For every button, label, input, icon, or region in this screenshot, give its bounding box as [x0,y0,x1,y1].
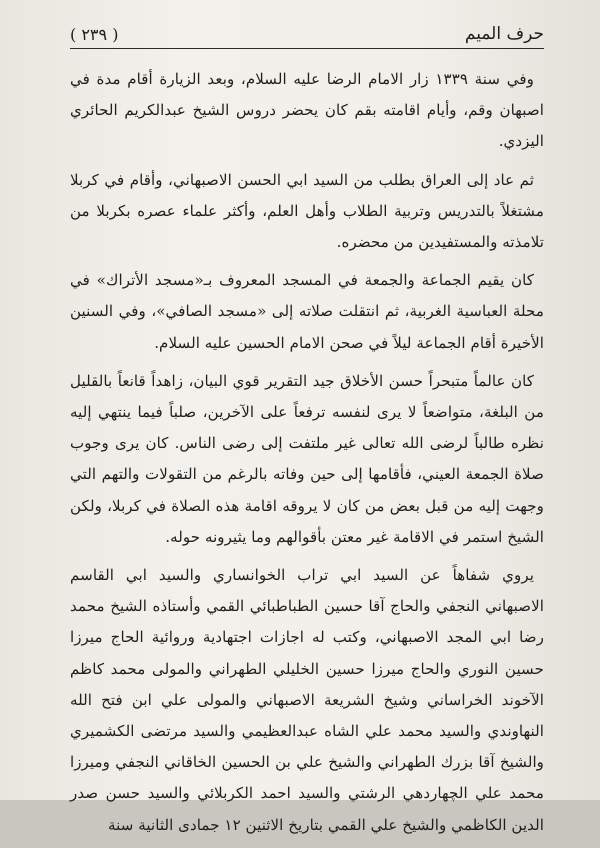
paragraph: وفي سنة ١٣٣٩ زار الامام الرضا عليه السلام، وبعد الزيارة أقام مدة في اصبهان وقم، وأيام اقامته بقم كان يحضر دروس الشيخ عبدالكريم الحائري اليزدي. [70,70,544,151]
paragraph: كان يقيم الجماعة والجمعة في المسجد المعروف بـ«مسجد الأتراك» في محلة العباسية الغربية، ثم انتقلت صلاته إلى «مسجد الصافي»، وفي السنين الأخيرة أقام الجماعة ليلاً في صحن الامام الحسين عليه السلام. [70,271,544,352]
page-body [70,64,544,848]
paragraph: يروي شفاهاً عن السيد ابي تراب الخوانساري والسيد ابي القاسم الاصبهاني النجفي والحاج آقا حسين الطباطبائي القمي وأستاذه الشيخ محمد رضا ابي المجد الاصبهاني، وكتب له اجازات اجتهادية وروائية الحاج ميرزا حسين النوري والحاج ميرزا حسين الخليلي الطهراني والمولى محمد كاظم الآخوند الخراساني وشيخ الشريعة الاصبهاني والمولى علي ابن فتح الله النهاوندي والسيد محمد علي الشاه عبدالعظيمي والسيد مرتضى الكشميري والشيخ آقا بزرك الطهراني والشيخ علي بن الحسين الخاقاني النجفي وميرزا محمد علي الچهاردهي الرشتي والسيد احمد الكربلائي والسيد حسن صدر الدين الكاظمي والشيخ علي القمي بتاريخ الاثنين ١٢ جمادى الثانية سنة [70,566,544,834]
running-head: حرف الميم [464,24,544,44]
paragraph: كان عالماً متبحراً حسن الأخلاق جيد التقرير قوي البيان، زاهداً قانعاً بالقليل من البلغة، متواضعاً لا يرى لنفسه ترفعاً على الآخرين، صلباً فيما ينتهي إليه نظره طالباً لرضى الله تعالى غير ملتفت إلى رضى الناس. كان يرى وجوب صلاة الجمعة العيني، فأقامها إلى حين وفاته بالرغم من التقولات والتهم التي وجهت إليه من قبل بعض من كان لا يروقه اقامة هذه الصلاة في كربلا، ولكن الشيخ استمر في الاقامة غير معتن بأقوالهم وما يثيرونه حوله. [70,371,544,546]
page-number: ( ٢٣٩ ) [70,25,119,44]
page-header [70,10,544,49]
paragraph: ثم عاد إلى العراق بطلب من السيد ابي الحسن الاصبهاني، وأقام في كربلا مشتغلاً بالتدريس وتربية الطلاب وأهل العلم، وأكثر علماء عصره بكربلا من تلامذته والمستفيدين من محضره. [70,170,544,252]
